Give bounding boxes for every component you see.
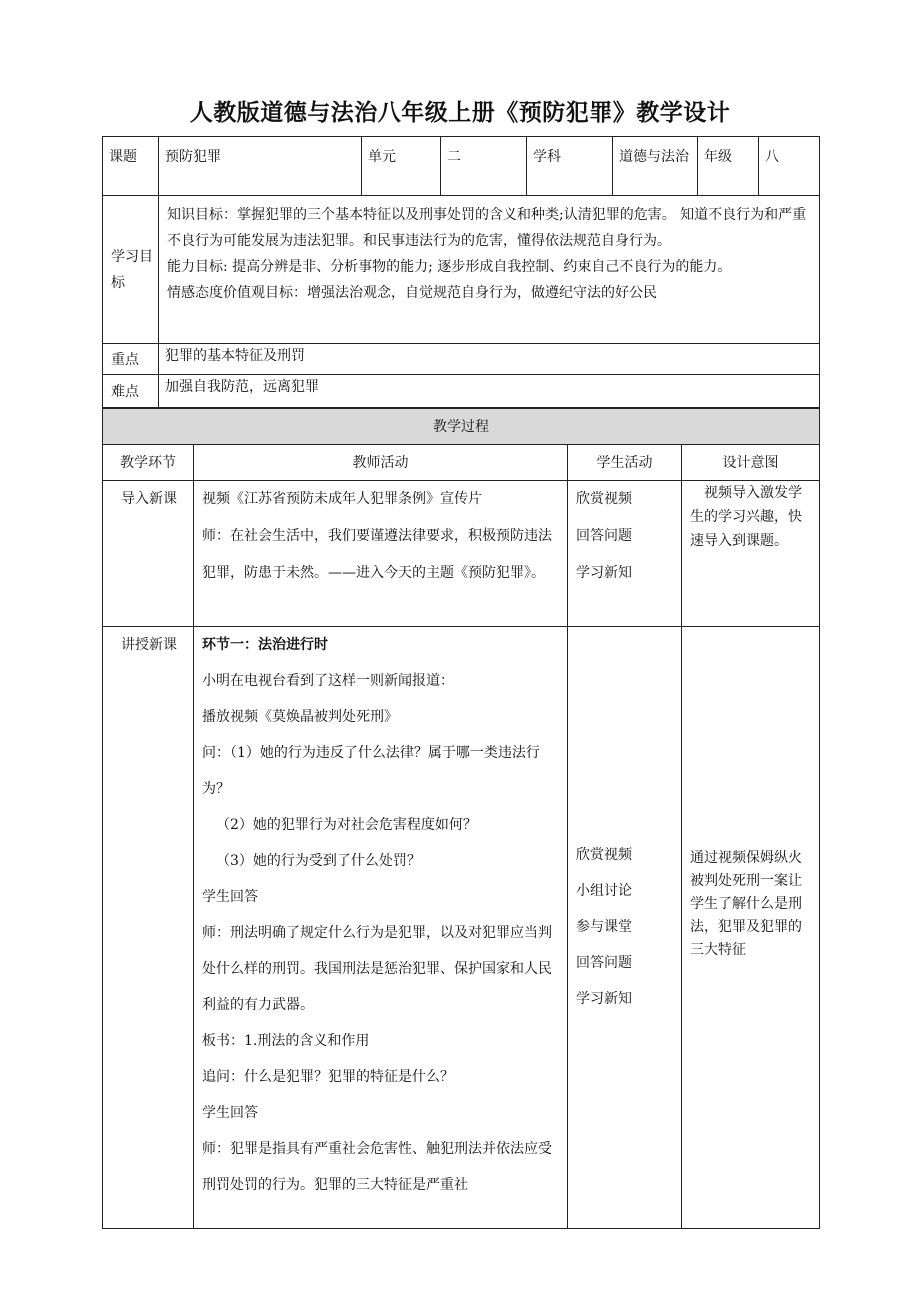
key-label: 重点 — [103, 344, 159, 375]
teacher-teach-line: 板书：1.刑法的含义和作用 — [202, 1033, 370, 1049]
teacher-intro-line: 师：在社会生活中，我们要谨遵法律要求，积极预防违法犯罪，防患于未然。——进入今天的主题《预防犯罪》。 — [202, 528, 552, 581]
key-value: 犯罪的基本特征及刑罚 — [159, 344, 820, 375]
teacher-teach-cell — [194, 627, 568, 1229]
teacher-teach-heading: 环节一：法治进行时 — [202, 637, 328, 653]
teacher-teach-line: 学生回答 — [202, 1105, 258, 1121]
teacher-intro-line: 视频《江苏省预防未成年人犯罪条例》宣传片 — [202, 491, 482, 507]
table-row — [103, 481, 820, 627]
goals-cell — [159, 196, 820, 344]
design-intro: 视频导入激发学生的学习兴趣，快速导入到课题。 — [682, 481, 820, 627]
process-band: 教学过程 — [103, 409, 820, 445]
student-teach-cell — [568, 627, 682, 1229]
teacher-teach-line: 追问：什么是犯罪？犯罪的特征是什么？ — [202, 1069, 454, 1085]
design-teach: 通过视频保姆纵火被判处死刑一案让学生了解什么是刑法，犯罪及犯罪的三大特征 — [682, 627, 820, 1229]
student-teach-item: 回答问题 — [576, 955, 632, 971]
student-teach-item: 小组讨论 — [576, 883, 632, 899]
student-intro-cell — [568, 481, 682, 627]
unit-label: 单元 — [362, 137, 441, 196]
stage-teach: 讲授新课 — [103, 627, 194, 1229]
grade-value: 八 — [759, 137, 820, 196]
subject-label: 学科 — [527, 137, 613, 196]
teacher-teach-line: 学生回答 — [202, 889, 258, 905]
stage-intro: 导入新课 — [103, 481, 194, 627]
teacher-teach-line: 小明在电视台看到了这样一则新闻报道： — [202, 673, 454, 689]
topic-value: 预防犯罪 — [159, 137, 362, 196]
table-row — [103, 627, 820, 1229]
teacher-teach-line: 播放视频《莫焕晶被判处死刑》 — [202, 709, 398, 725]
grade-label: 年级 — [698, 137, 759, 196]
difficulty-label: 难点 — [103, 375, 159, 408]
header-student: 学生活动 — [568, 445, 682, 481]
teacher-teach-line: 师：犯罪是指具有严重社会危害性、触犯刑法并依法应受刑罚处罚的行为。犯罪的三大特征是严重社 — [202, 1141, 552, 1193]
student-teach-item: 学习新知 — [576, 991, 632, 1007]
goal-attitude: 情感态度价值观目标：增强法治观念，自觉规范自身行为，做遵纪守法的好公民 — [167, 285, 657, 301]
teacher-teach-line: 师：刑法明确了规定什么行为是犯罪，以及对犯罪应当判处什么样的刑罚。我国刑法是惩治犯罪、保护国家和人民利益的有力武器。 — [202, 925, 552, 1013]
teacher-teach-line: （2）她的犯罪行为对社会危害程度如何？ — [216, 817, 477, 833]
subject-value: 道德与法治 — [613, 137, 698, 196]
unit-value: 二 — [441, 137, 527, 196]
topic-label: 课题 — [103, 137, 159, 196]
document-title: 人教版道德与法治八年级上册《预防犯罪》教学设计 — [189, 99, 731, 126]
student-intro-item: 欣赏视频 — [576, 491, 632, 507]
info-table — [102, 136, 820, 408]
header-stage: 教学环节 — [103, 445, 194, 481]
goal-knowledge: 知识目标：掌握犯罪的三个基本特征以及刑事处罚的含义和种类;认清犯罪的危害。 知道不良行为和严重不良行为可能发展为违法犯罪。和民事违法行为的危害，懂得依法规范自身行为。 — [167, 207, 807, 249]
goals-label: 学习目标 — [111, 248, 153, 291]
teacher-teach-line: （3）她的行为受到了什么处罚？ — [216, 853, 421, 869]
student-teach-item: 欣赏视频 — [576, 847, 632, 863]
process-table — [102, 408, 820, 1229]
student-intro-item: 学习新知 — [576, 565, 632, 581]
header-design: 设计意图 — [682, 445, 820, 481]
goal-ability: 能力目标: 提高分辨是非、分析事物的能力; 逐步形成自我控制、约束自己不良行为的能力。 — [167, 259, 732, 275]
header-teacher: 教师活动 — [194, 445, 568, 481]
teacher-teach-line: 问：（1）她的行为违反了什么法律？属于哪一类违法行为？ — [202, 745, 540, 797]
student-teach-item: 参与课堂 — [576, 919, 632, 935]
difficulty-value: 加强自我防范，远离犯罪 — [159, 375, 820, 408]
teacher-intro-cell — [194, 481, 568, 627]
student-intro-item: 回答问题 — [576, 528, 632, 544]
